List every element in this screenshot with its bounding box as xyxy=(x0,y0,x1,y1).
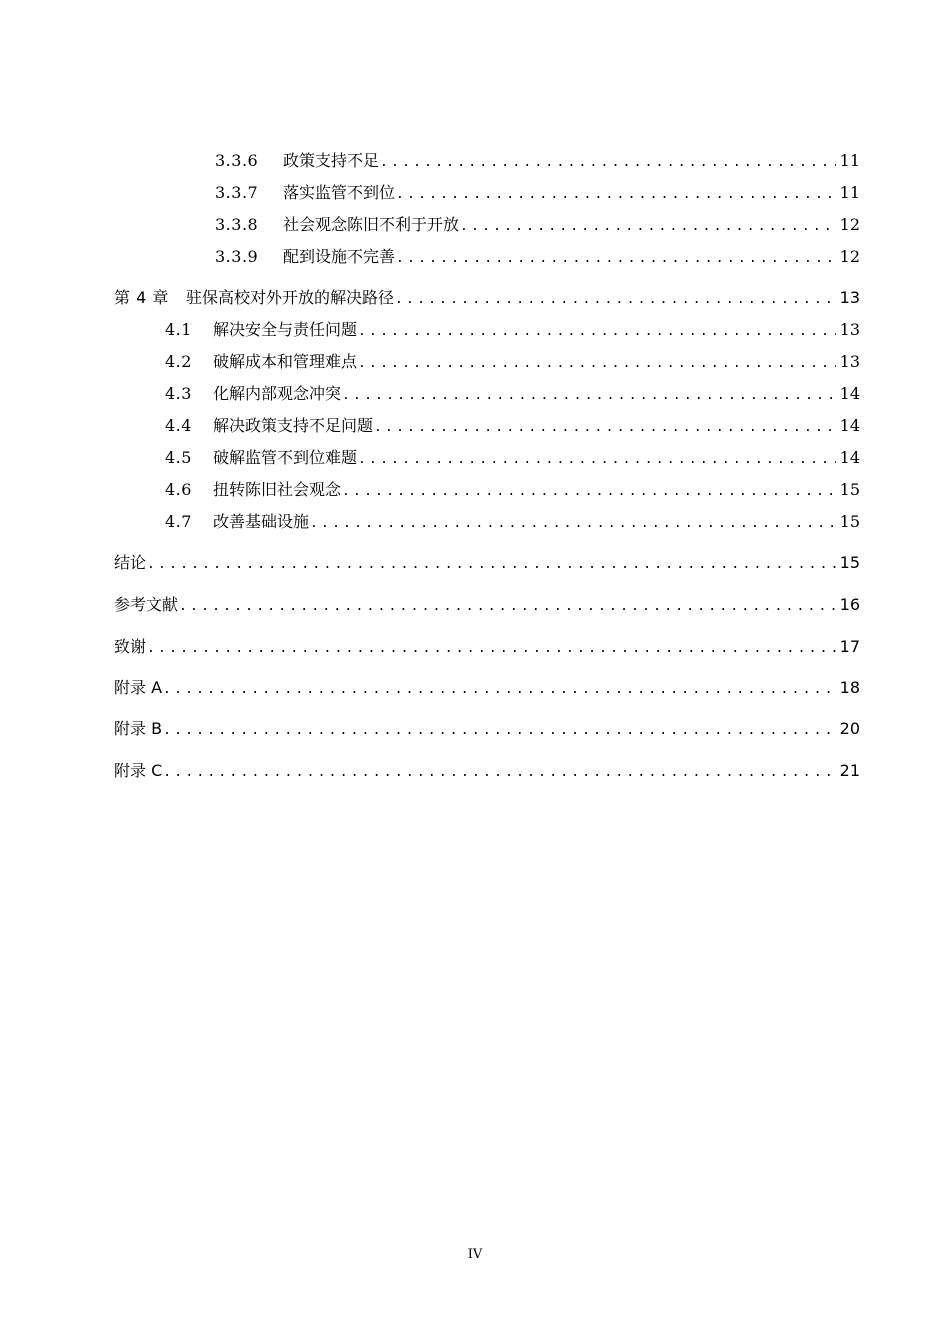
page-number: IV xyxy=(467,1247,483,1262)
toc-entry-page: 12 xyxy=(839,247,860,266)
dot-leader xyxy=(358,322,836,342)
toc-entry-title: 配到设施不完善 xyxy=(283,247,396,266)
toc-entry-number: 4.4 xyxy=(165,416,192,435)
dot-leader xyxy=(342,386,836,406)
dot-leader xyxy=(396,249,836,269)
toc-entry-page: 17 xyxy=(839,637,860,656)
dot-leader xyxy=(147,555,836,575)
toc-entry-title: 附录 A xyxy=(114,678,163,697)
toc-entry-page: 14 xyxy=(839,416,860,435)
toc-entry-page: 15 xyxy=(839,480,860,499)
toc-entry-title: 落实监管不到位 xyxy=(283,183,396,202)
dot-leader xyxy=(358,450,836,470)
toc-entry-number: 3.3.8 xyxy=(215,215,259,234)
toc-entry-page: 14 xyxy=(839,384,860,403)
toc-entry-title: 破解监管不到位难题 xyxy=(213,448,358,467)
toc-entry-page: 11 xyxy=(839,151,860,170)
toc-entry-acknowledgements[interactable] xyxy=(114,637,860,659)
dot-leader xyxy=(374,418,836,438)
toc-entry-title: 附录 B xyxy=(114,719,163,738)
dot-leader xyxy=(358,354,836,374)
dot-leader xyxy=(342,482,836,502)
toc-entry-number: 4.5 xyxy=(165,448,192,467)
toc-entry-references[interactable] xyxy=(114,595,860,617)
toc-entry-page: 16 xyxy=(839,595,860,614)
toc-entry-title: 解决安全与责任问题 xyxy=(213,320,358,339)
toc-entry-page: 21 xyxy=(839,761,860,780)
toc-entry-page: 15 xyxy=(839,553,860,572)
toc-entry-4-2[interactable] xyxy=(165,352,860,374)
toc-entry-4-4[interactable] xyxy=(165,416,860,438)
toc-entry-title: 扭转陈旧社会观念 xyxy=(213,480,342,499)
dot-leader xyxy=(460,217,836,237)
toc-entry-3-3-9[interactable] xyxy=(215,247,860,269)
toc-entry-number: 4.6 xyxy=(165,480,192,499)
toc-entry-4-3[interactable] xyxy=(165,384,860,406)
toc-entry-page: 13 xyxy=(839,352,860,371)
toc-entry-page: 12 xyxy=(839,215,860,234)
toc-entry-number: 3.3.6 xyxy=(215,151,259,170)
toc-entry-number: 4.3 xyxy=(165,384,192,403)
toc-entry-title: 致谢 xyxy=(114,637,147,656)
toc-entry-number: 4.1 xyxy=(165,320,192,339)
toc-entry-title: 驻保高校对外开放的解决路径 xyxy=(186,288,395,307)
dot-leader xyxy=(396,185,836,205)
toc-entry-number: 3.3.9 xyxy=(215,247,259,266)
dot-leader xyxy=(163,680,836,700)
dot-leader xyxy=(147,639,836,659)
toc-entry-4-6[interactable] xyxy=(165,480,860,502)
dot-leader xyxy=(163,721,836,741)
toc-entry-page: 15 xyxy=(839,512,860,531)
toc-entry-3-3-7[interactable] xyxy=(215,183,860,205)
toc-entry-title: 化解内部观念冲突 xyxy=(213,384,342,403)
dot-leader xyxy=(380,153,836,173)
toc-entry-title: 破解成本和管理难点 xyxy=(213,352,358,371)
toc-entry-page: 11 xyxy=(839,183,860,202)
toc-entry-title: 社会观念陈旧不利于开放 xyxy=(283,215,460,234)
toc-entry-appendix-c[interactable] xyxy=(114,761,860,783)
toc-entry-number: 3.3.7 xyxy=(215,183,259,202)
toc-entry-page: 13 xyxy=(839,320,860,339)
toc-entry-number: 第 4 章 xyxy=(114,288,169,307)
dot-leader xyxy=(395,290,836,310)
toc-entry-title: 结论 xyxy=(114,553,147,572)
toc-entry-title: 政策支持不足 xyxy=(283,151,380,170)
toc-entry-4-1[interactable] xyxy=(165,320,860,342)
toc-entry-title: 改善基础设施 xyxy=(213,512,310,531)
toc-entry-3-3-6[interactable] xyxy=(215,151,860,173)
toc-entry-number: 4.2 xyxy=(165,352,192,371)
dot-leader xyxy=(310,514,836,534)
toc-entry-page: 14 xyxy=(839,448,860,467)
toc-entry-number: 4.7 xyxy=(165,512,192,531)
toc-entry-title: 附录 C xyxy=(114,761,163,780)
toc-entry-4-5[interactable] xyxy=(165,448,860,470)
toc-entry-3-3-8[interactable] xyxy=(215,215,860,237)
toc-entry-title: 解决政策支持不足问题 xyxy=(213,416,374,435)
toc-entry-appendix-a[interactable] xyxy=(114,678,860,700)
dot-leader xyxy=(163,763,835,783)
toc-entry-page: 20 xyxy=(839,719,860,738)
toc-entry-page: 13 xyxy=(839,288,860,307)
dot-leader xyxy=(179,597,836,617)
toc-entry-page: 18 xyxy=(839,678,860,697)
toc-entry-title: 参考文献 xyxy=(114,595,179,614)
toc-entry-4-7[interactable] xyxy=(165,512,860,534)
toc-entry-conclusion[interactable] xyxy=(114,553,860,575)
toc-entry-chapter-4[interactable] xyxy=(114,288,860,310)
toc-entry-appendix-b[interactable] xyxy=(114,719,860,741)
